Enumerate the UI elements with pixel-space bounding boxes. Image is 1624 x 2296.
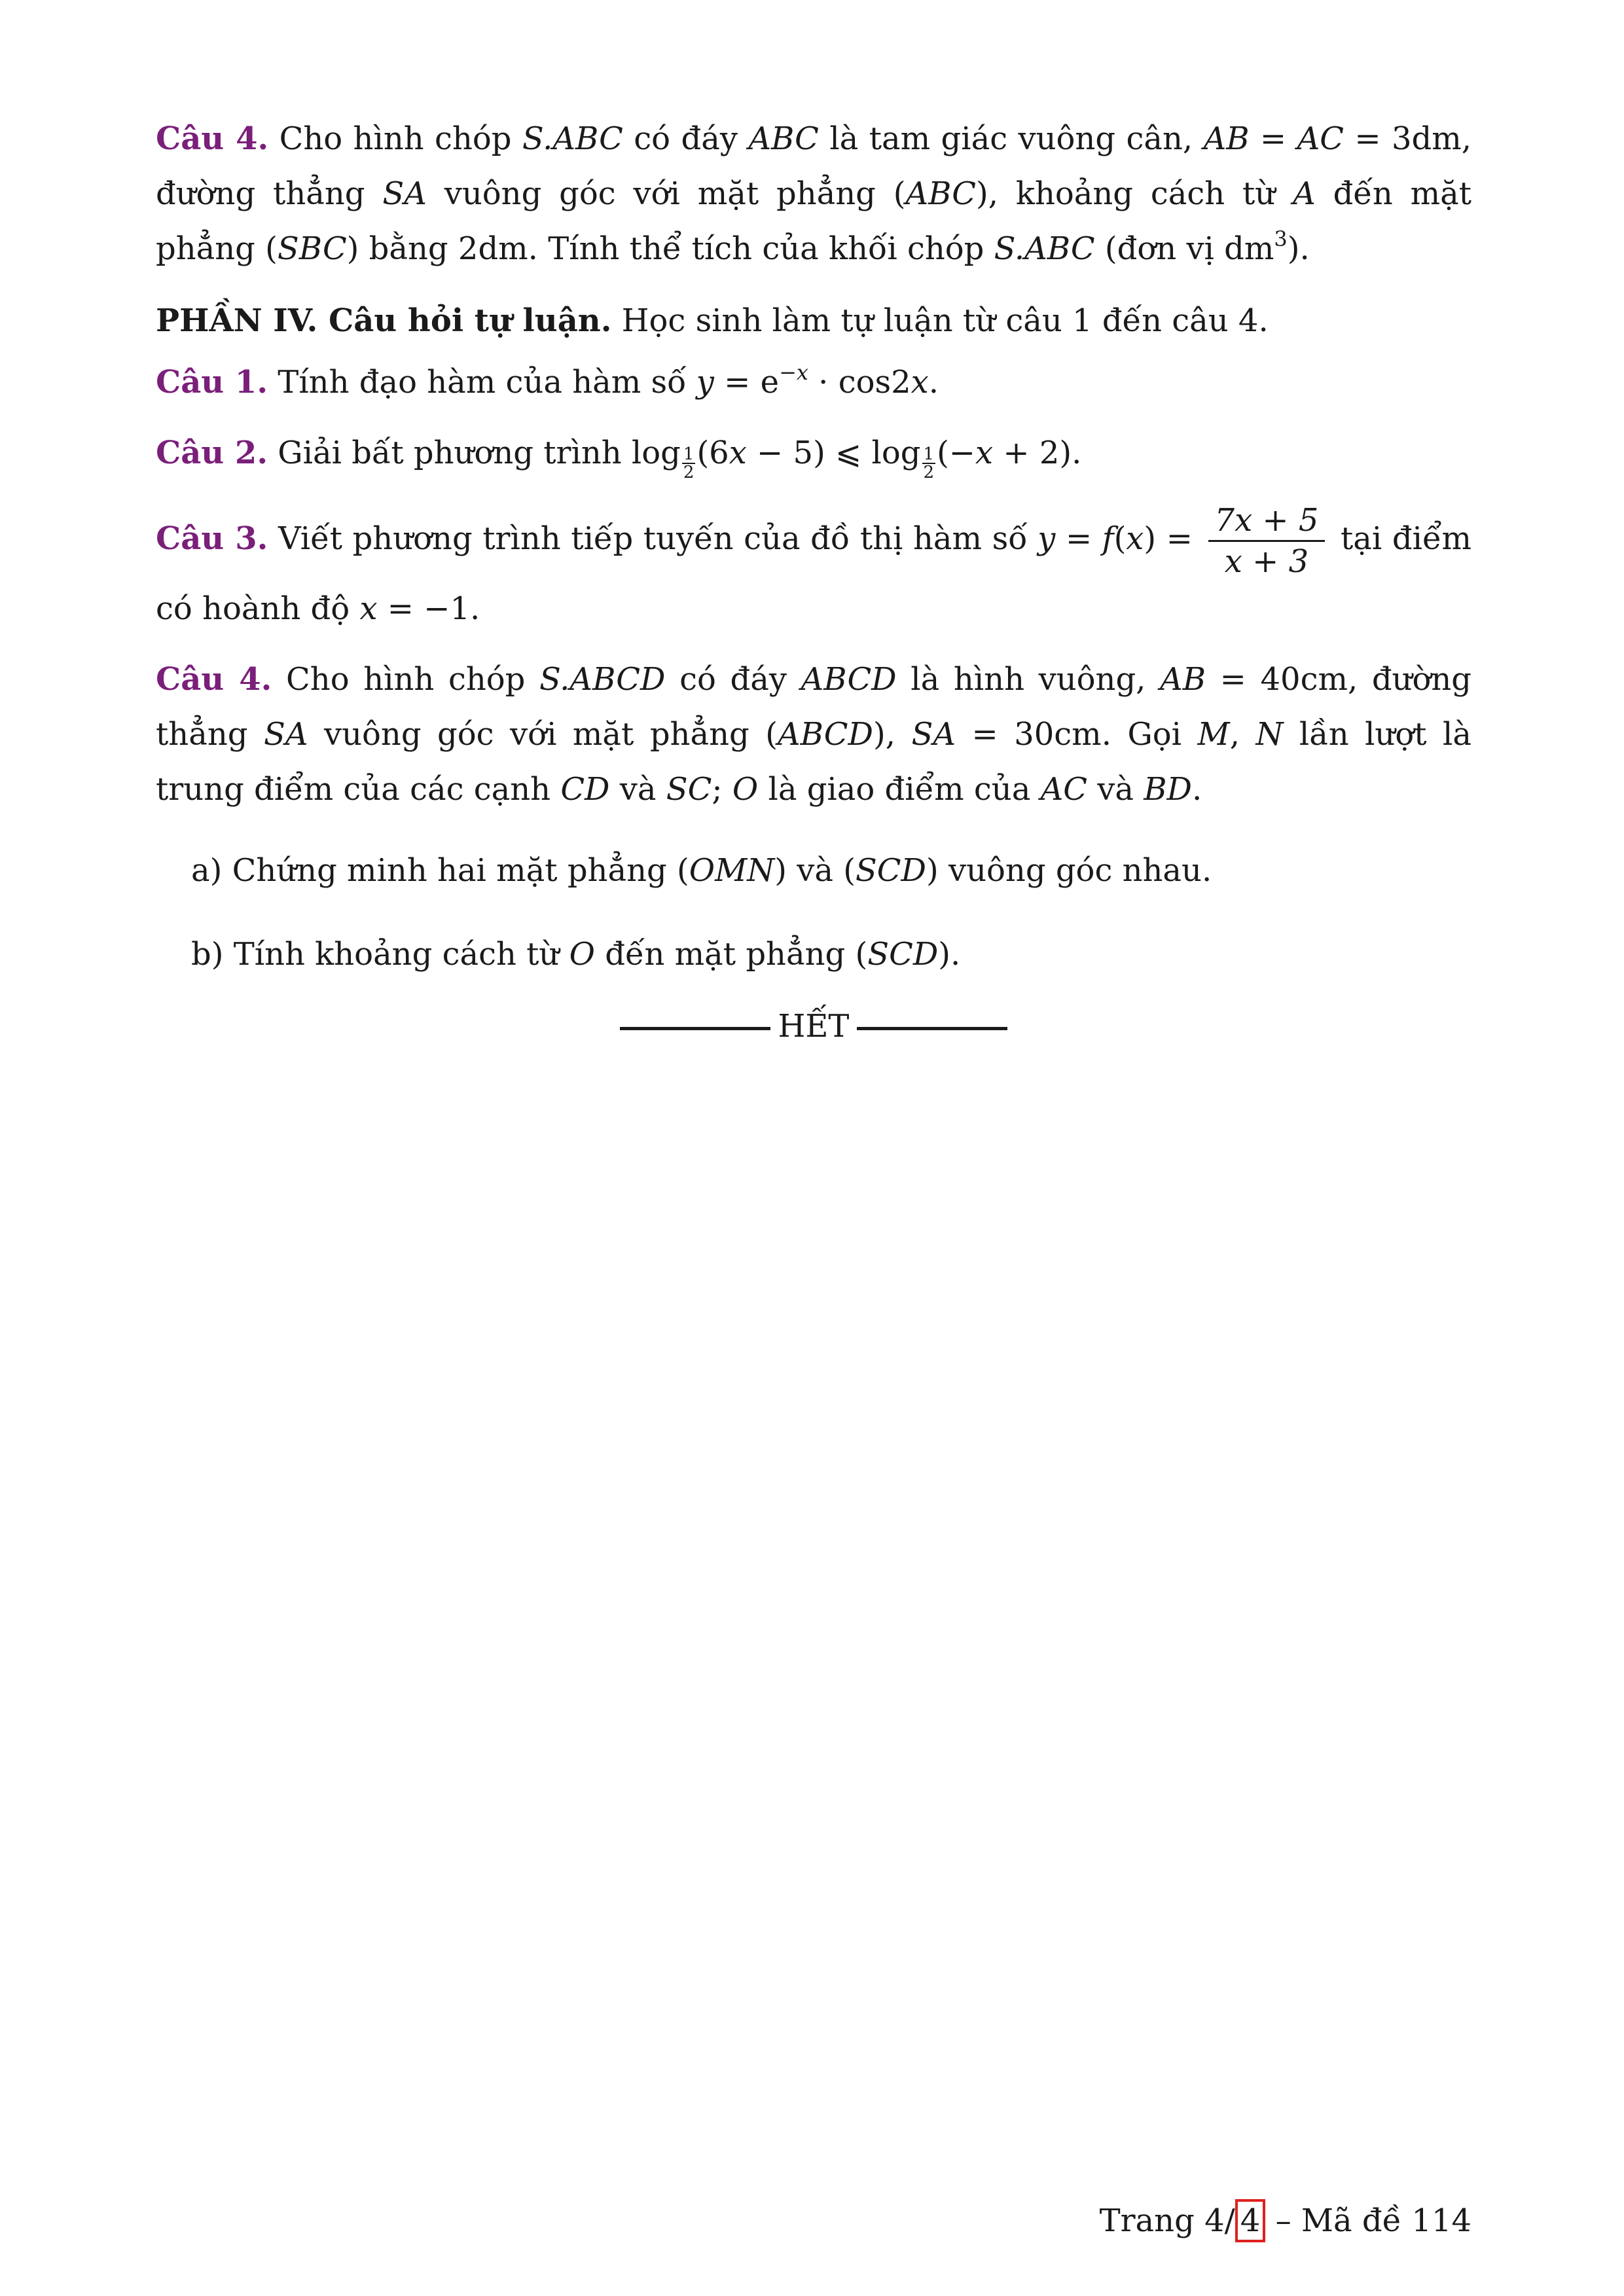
math: x — [359, 590, 378, 627]
text: đến mặt phẳng ( — [594, 936, 868, 973]
math: AC — [1040, 771, 1087, 808]
math: x — [729, 435, 747, 471]
text: ), khoảng cách từ — [976, 175, 1293, 212]
question-label: Câu 1. — [156, 364, 268, 401]
math: N — [1255, 716, 1284, 753]
text: ), — [873, 716, 912, 753]
footer-page-prefix: Trang 4/ — [1099, 2202, 1235, 2239]
question-1 — [156, 355, 1471, 410]
superscript: 3 — [1274, 226, 1288, 251]
fraction-denominator: 2 — [683, 463, 695, 482]
text: = −1. — [377, 590, 480, 627]
text: , — [1229, 716, 1256, 753]
fraction-numerator: 1 — [923, 444, 935, 464]
fraction-numerator: 1 — [683, 444, 695, 464]
math: O — [732, 771, 759, 808]
math: ABC — [748, 120, 819, 157]
text: Cho hình chóp — [279, 120, 522, 157]
question-label: Câu 4. — [156, 661, 272, 698]
question-4 — [156, 652, 1471, 817]
part-4-heading — [156, 293, 1471, 348]
math: SA — [382, 175, 427, 212]
text: và — [1087, 771, 1144, 808]
text: là giao điểm của — [758, 771, 1041, 808]
math: OMN — [689, 852, 775, 889]
math: CD — [560, 771, 610, 808]
question-label: Câu 2. — [156, 435, 268, 471]
question-4-previous — [156, 111, 1471, 276]
text: (− — [937, 435, 976, 471]
text: · cos2 — [808, 364, 911, 401]
text: . — [1192, 771, 1202, 808]
section-title: PHẦN IV. Câu hỏi tự luận. — [156, 302, 612, 339]
question-2 — [156, 425, 1471, 481]
math: SBC — [277, 230, 347, 267]
math: AB — [1203, 120, 1250, 157]
text: − 5) ⩽ log — [746, 435, 921, 471]
function-fraction — [1208, 501, 1326, 581]
fraction-denominator: x + 3 — [1224, 543, 1309, 580]
end-rule-right — [857, 1027, 1007, 1030]
math: S.ABC — [522, 120, 623, 157]
text: ). — [938, 936, 961, 973]
math: A — [1293, 175, 1316, 212]
text: = 40cm, đường thẳng — [156, 661, 1472, 753]
log-base-fraction — [682, 446, 696, 481]
math: SA — [911, 716, 956, 753]
math: x — [911, 364, 929, 401]
math: ABCD — [777, 716, 873, 753]
text: ). — [1287, 230, 1310, 267]
text: có đáy — [665, 661, 801, 698]
text: vuông góc với mặt phẳng ( — [426, 175, 906, 212]
text: ) và ( — [774, 852, 856, 889]
text: Chứng minh hai mặt phẳng ( — [222, 852, 689, 889]
math: x — [975, 435, 994, 471]
section-instructions: Học sinh làm tự luận từ câu 1 đến câu 4. — [611, 302, 1269, 339]
text: ) = — [1144, 520, 1203, 557]
text: = 30cm. Gọi — [956, 716, 1198, 753]
text: Tính đạo hàm của hàm số — [278, 364, 696, 401]
math: M — [1197, 716, 1230, 753]
math: AB — [1160, 661, 1206, 698]
end-rule-left — [620, 1027, 770, 1030]
footer-page-total: 4 — [1235, 2199, 1266, 2242]
math: f — [1102, 520, 1114, 557]
text: Cho hình chóp — [286, 661, 539, 698]
end-text: HẾT — [778, 1008, 850, 1045]
math: y — [696, 364, 714, 401]
math: SC — [666, 771, 712, 808]
text: ) bằng 2dm. Tính thể tích của khối chóp — [346, 230, 994, 267]
text: Viết phương trình tiếp tuyến của đồ thị hàm số — [278, 520, 1038, 557]
text: ; — [712, 771, 732, 808]
text: = — [1249, 120, 1297, 157]
fraction-denominator: 2 — [923, 463, 935, 482]
text: = — [1055, 520, 1102, 557]
text: và — [609, 771, 666, 808]
text: = 3dm, đường thẳng — [156, 120, 1472, 212]
text: là tam giác vuông cân, — [818, 120, 1204, 157]
text: . — [928, 364, 939, 401]
text: (đơn vị dm — [1094, 230, 1274, 267]
text: Tính khoảng cách từ — [223, 936, 569, 973]
question-4-part-b — [156, 927, 1471, 982]
math: BD — [1144, 771, 1192, 808]
superscript: −x — [779, 360, 808, 385]
page-footer — [1100, 2199, 1471, 2242]
math: x — [1126, 520, 1144, 557]
text: ( — [1113, 520, 1127, 557]
footer-exam-code: – Mã đề 114 — [1265, 2202, 1471, 2239]
math: ABC — [905, 175, 977, 212]
text: có đáy — [623, 120, 749, 157]
text: lần lượt là trung điểm của các cạnh — [156, 716, 1472, 808]
math: S.ABCD — [539, 661, 666, 698]
question-3 — [156, 501, 1471, 636]
math: SCD — [867, 936, 939, 973]
math: y — [1038, 520, 1056, 557]
fraction-numerator: 7x + 5 — [1208, 501, 1326, 542]
item-label: a) — [191, 852, 223, 889]
text: ) vuông góc nhau. — [926, 852, 1212, 889]
text: Giải bất phương trình log — [278, 435, 681, 471]
question-label: Câu 4. — [156, 120, 269, 157]
text: vuông góc với mặt phẳng ( — [308, 716, 778, 753]
math: SCD — [855, 852, 927, 889]
exam-page — [156, 111, 1472, 1045]
log-base-fraction — [922, 446, 936, 481]
text: đến mặt phẳng ( — [156, 175, 1472, 267]
math: ABCD — [801, 661, 897, 698]
text: + 2). — [993, 435, 1082, 471]
text: (6 — [696, 435, 729, 471]
text: là hình vuông, — [896, 661, 1161, 698]
math: S.ABC — [994, 230, 1095, 267]
math: AC — [1297, 120, 1344, 157]
end-marker — [156, 1008, 1471, 1045]
question-4-part-a — [156, 843, 1471, 898]
text: = e — [713, 364, 780, 401]
math: O — [569, 936, 595, 973]
item-label: b) — [191, 936, 224, 973]
text: tại điểm có hoành độ — [156, 520, 1472, 627]
math: SA — [263, 716, 308, 753]
question-label: Câu 3. — [156, 520, 268, 557]
